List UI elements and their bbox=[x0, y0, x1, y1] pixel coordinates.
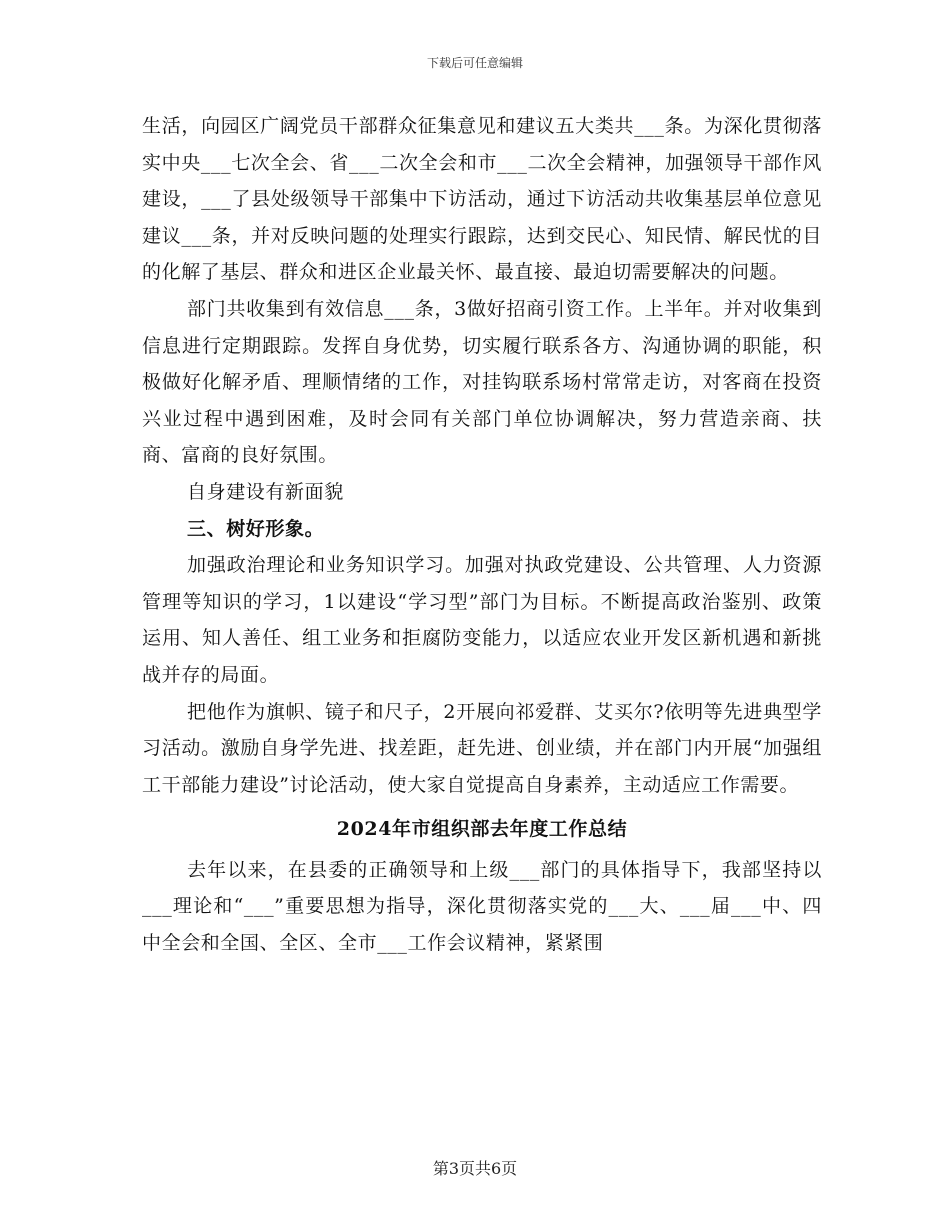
section-heading-three: 三、树好形象。 bbox=[187, 517, 325, 540]
document-title: 2024年市组织部去年度工作总结 bbox=[336, 818, 628, 841]
paragraph-investment: 部门共收集到有效信息___条，3做好招商引资工作。上半年。并对收集到信息进行定期跟踪。发挥自身优势，切实履行联系各方、沟通协调的职能，积极做好化解矛盾、理顺情绪的工作，对挂钩联系场村常常走访，对客商在投资兴业过程中遇到困难，及时会同有关部门单位协调解决，努力营造亲商、扶商、富商的良好氛围。 bbox=[142, 297, 822, 467]
page-number: 第3页共6页 bbox=[432, 1159, 518, 1178]
paragraph-models: 把他作为旗帜、镜子和尺子，2开展向祁爱群、艾买尔?依明等先进典型学习活动。激励自身学先进、找差距，赶先进、创业绩，并在部门内开展“加强组工干部能力建设”讨论活动，使大家自觉提高自身素养，主动适应工作需要。 bbox=[142, 700, 822, 796]
paragraph-self-building: 自身建设有新面貌 bbox=[187, 480, 344, 503]
document-body bbox=[142, 108, 822, 962]
paragraph-study: 加强政治理论和业务知识学习。加强对执政党建设、公共管理、人力资源管理等知识的学习，1以建设“学习型”部门为目标。不断提高政治鉴别、政策运用、知人善任、组工业务和拒腐防变能力，以适应农业开发区新机遇和新挑战并存的局面。 bbox=[142, 554, 822, 686]
header-note: 下载后可任意编辑 bbox=[426, 56, 523, 70]
paragraph-intro: 去年以来，在县委的正确领导和上级___部门的具体指导下，我部坚持以___理论和“___”重要思想为指导，深化贯彻落实党的___大、___届___中、四中全会和全国、全区、全市___工作会议精神，紧紧围 bbox=[142, 858, 822, 955]
paragraph-continued: 生活，向园区广阔党员干部群众征集意见和建议五大类共___条。为深化贯彻落实中央___七次全会、省___二次全会和市___二次全会精神，加强领导干部作风建设，___了县处级领导干部集中下访活动，通过下访活动共收集基层单位意见建议___条，并对反映问题的处理实行跟踪，达到交民心、知民情、解民忧的目的化解了基层、群众和进区企业最关怀、最直接、最迫切需要解决的问题。 bbox=[142, 115, 822, 284]
